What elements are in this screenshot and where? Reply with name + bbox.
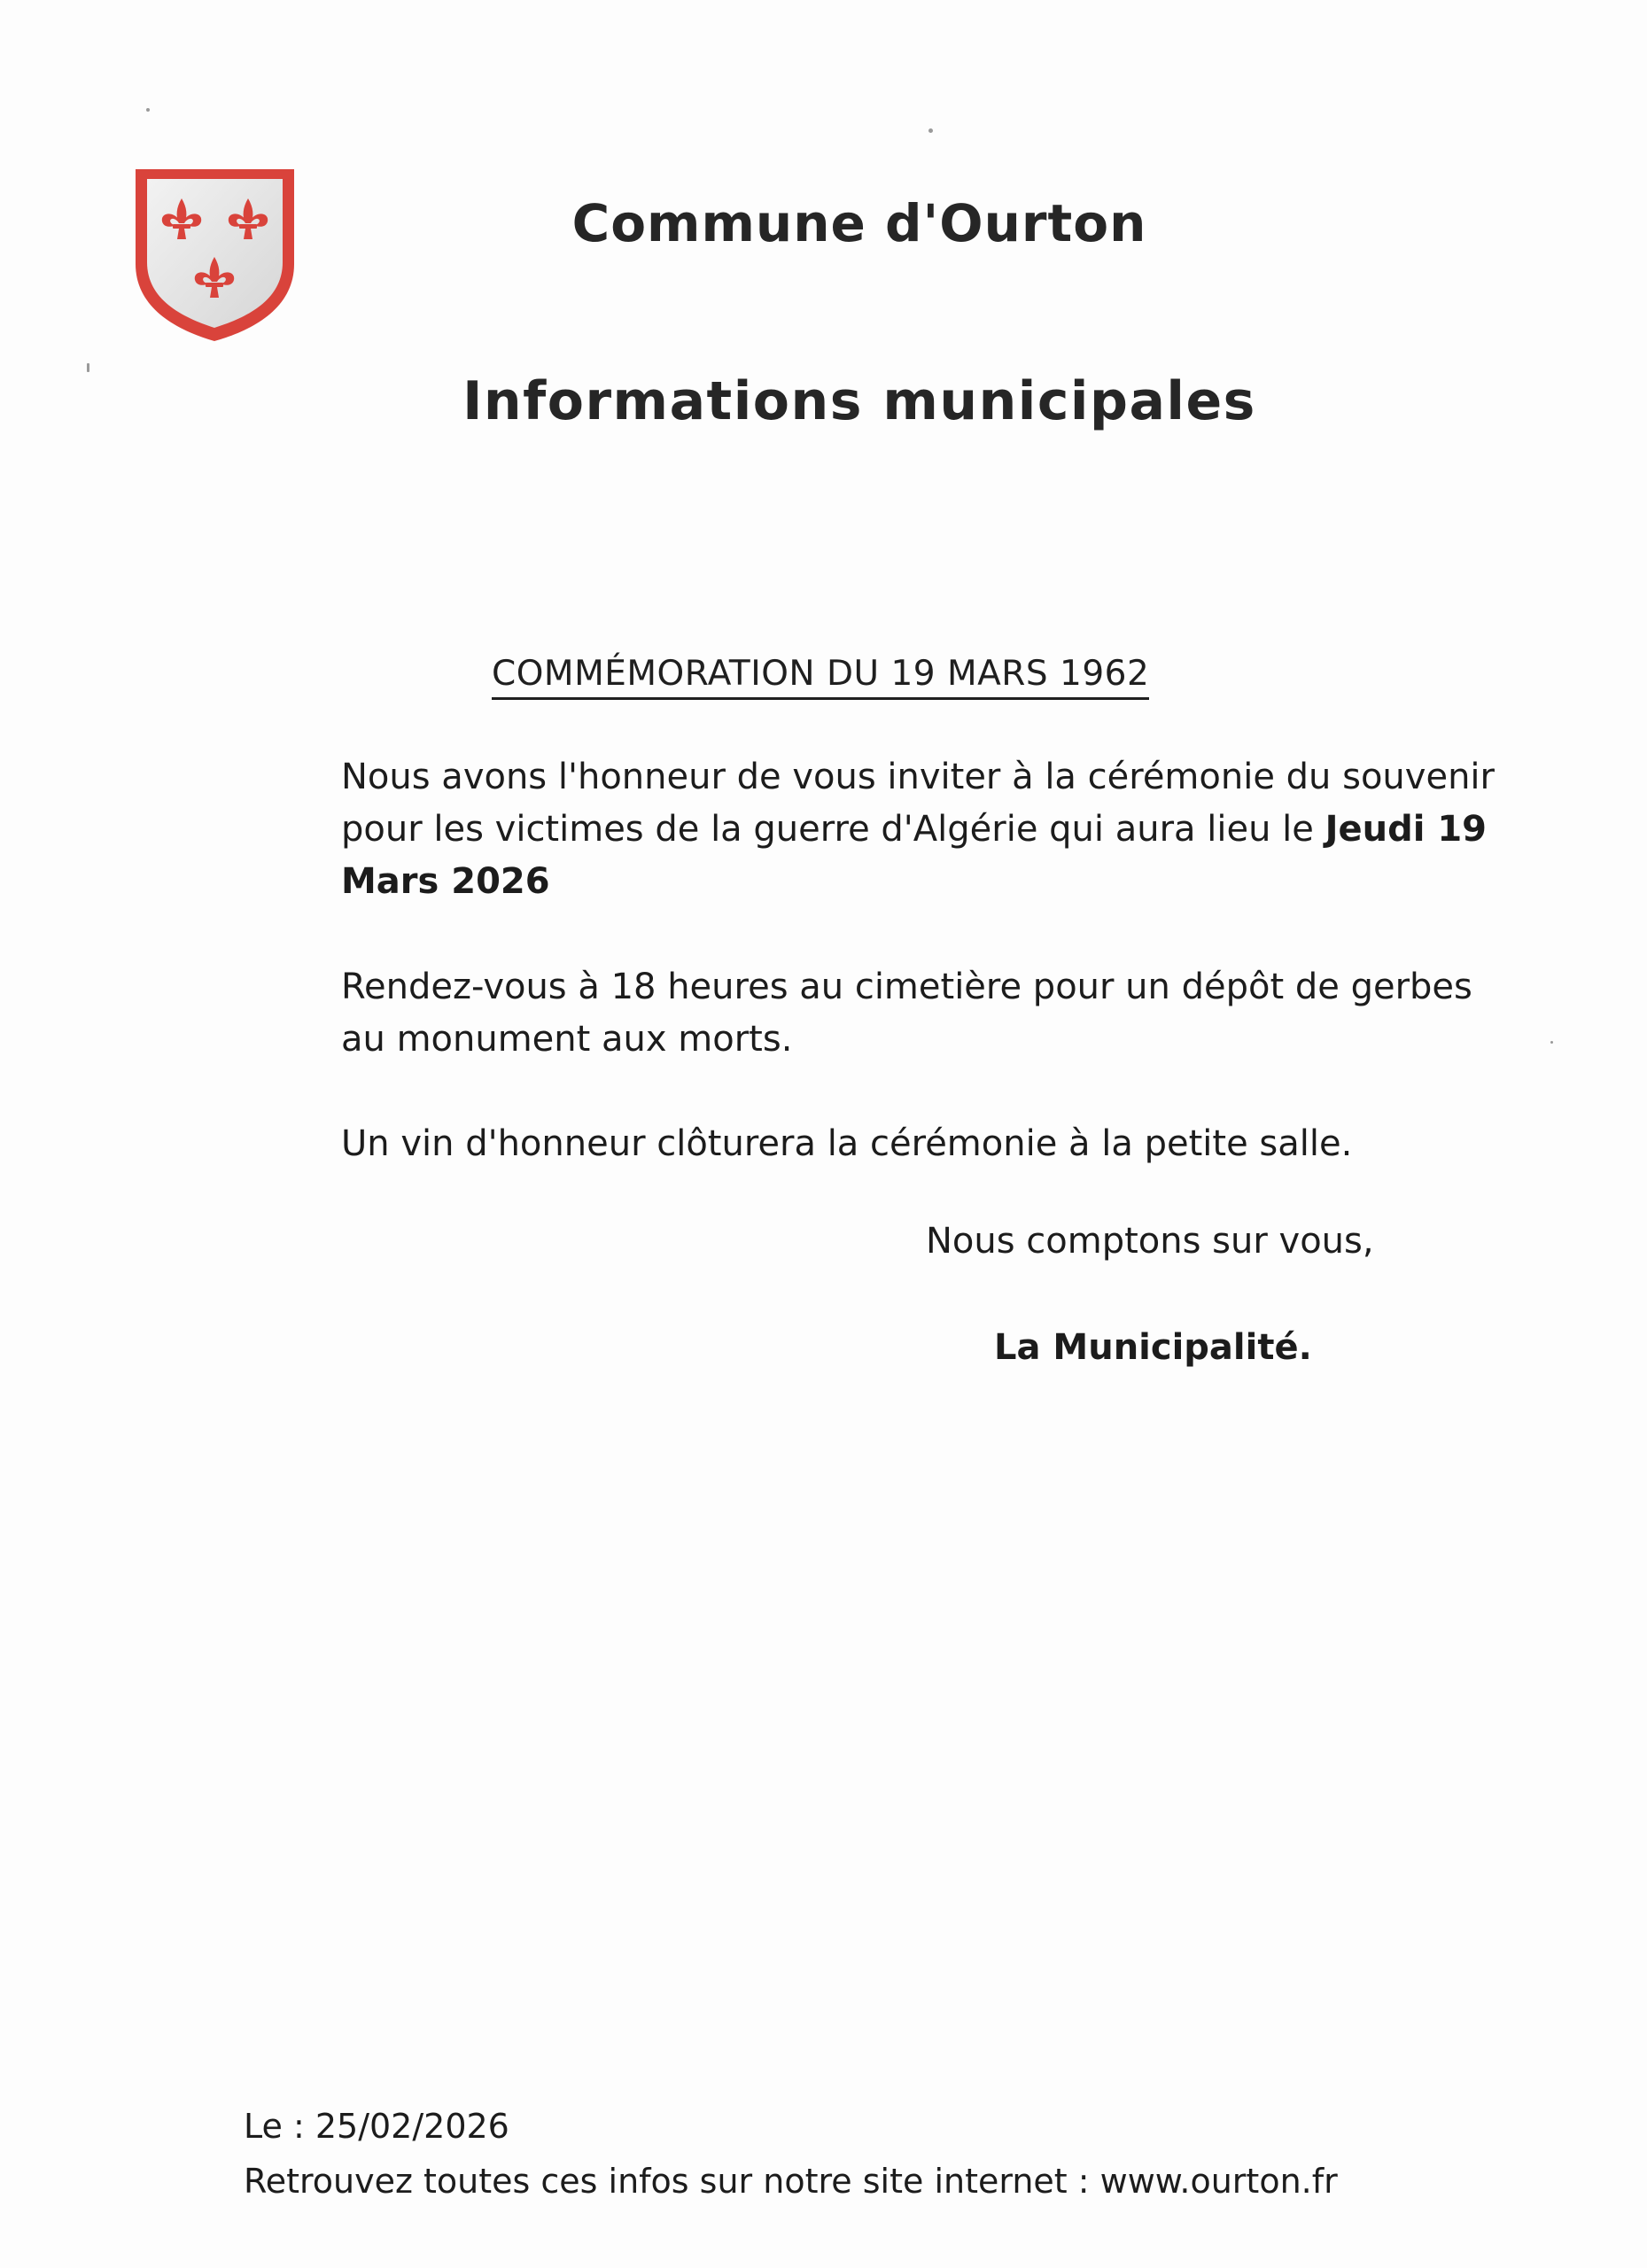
closing-line: Nous comptons sur vous,	[926, 1221, 1374, 1262]
rendezvous-paragraph: Rendez-vous à 18 heures au cimetière pour un dépôt de gerbes au monument aux morts.	[341, 967, 1472, 1060]
signature: La Municipalité.	[994, 1327, 1312, 1368]
invitation-text: Nous avons l'honneur de vous inviter à la cérémonie du souvenir pour les victimes de la guerre d'Algérie qui aura lieu le	[341, 757, 1495, 850]
scan-speck	[87, 363, 89, 372]
event-date: Jeudi 19 Mars 2026	[341, 809, 1488, 902]
section-title: Informations municipales	[462, 370, 1256, 432]
scan-speck	[928, 128, 933, 133]
footer-website: Retrouvez toutes ces infos sur notre site internet : www.ourton.fr	[244, 2162, 1338, 2201]
invitation-paragraph	[341, 751, 1502, 908]
footer-date: Le : 25/02/2026	[244, 2107, 509, 2146]
scan-speck	[1550, 1041, 1553, 1044]
commune-title: Commune d'Ourton	[571, 193, 1147, 253]
event-title: COMMÉMORATION DU 19 MARS 1962	[492, 654, 1149, 700]
scan-speck	[146, 108, 150, 112]
reception-paragraph: Un vin d'honneur clôturera la cérémonie à la petite salle.	[341, 1123, 1353, 1164]
